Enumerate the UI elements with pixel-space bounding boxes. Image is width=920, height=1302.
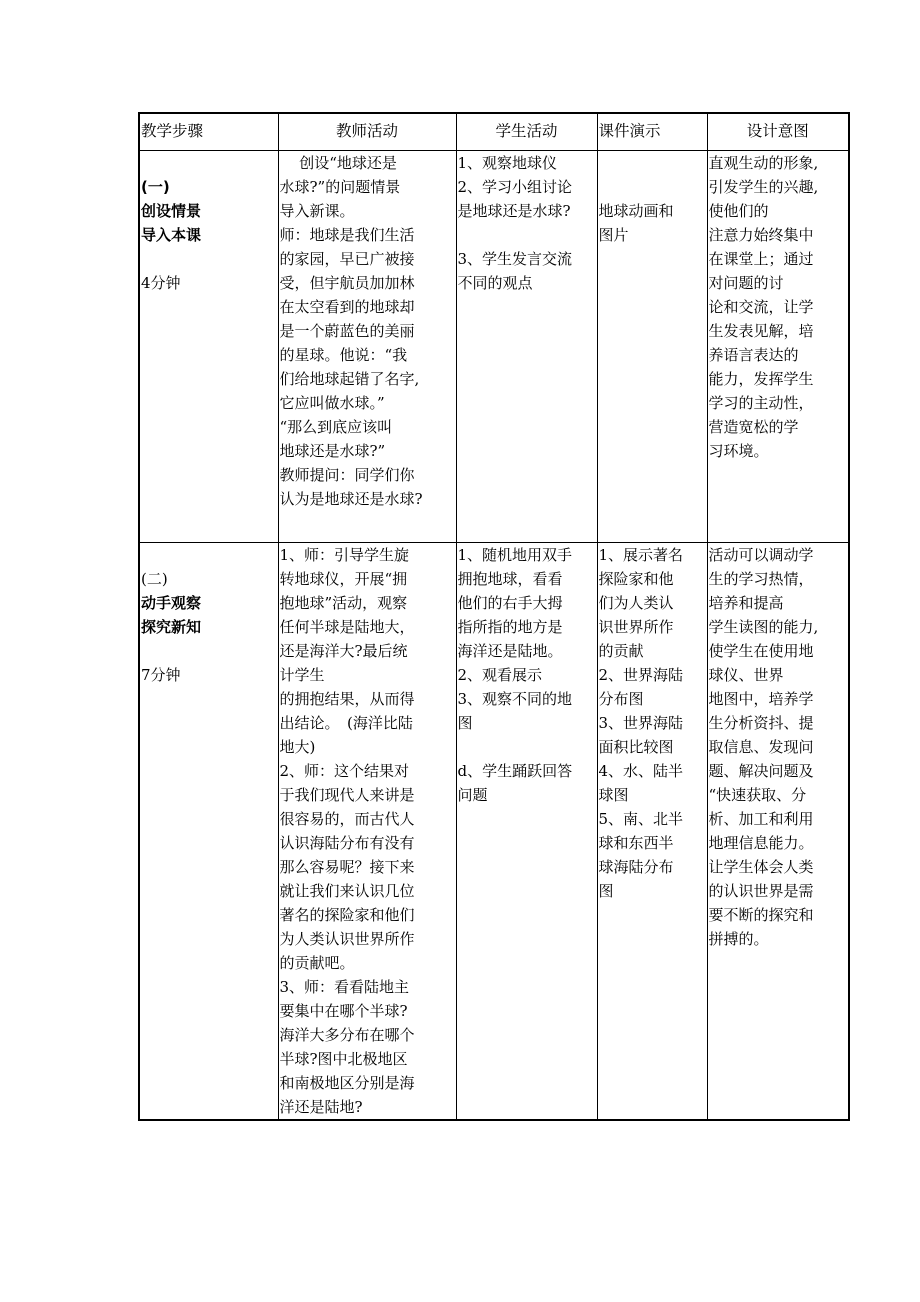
cell-text-line: 们为人类认 bbox=[598, 594, 674, 612]
cell-text-line: 要不断的探究和 bbox=[708, 906, 814, 924]
cell-text-line: 2、观看展示 bbox=[457, 666, 543, 684]
cell-text-line: 在太空看到的地球却 bbox=[279, 298, 415, 316]
cell-text-line: 半球?图中北极地区 bbox=[279, 1050, 408, 1068]
student-activity-cell bbox=[456, 151, 597, 543]
cell-text-line: 很容易的，而古代人 bbox=[279, 810, 415, 828]
cell-text-line: 地大) bbox=[279, 738, 316, 756]
cell-text-line: 面积比较图 bbox=[598, 738, 674, 756]
cell-text-line: 的星球。他说：“我 bbox=[279, 346, 408, 364]
cell-text-line: 的认识世界是需 bbox=[708, 882, 814, 900]
cell-text-line: 生的学习热情， bbox=[708, 570, 814, 588]
cell-text-line: 转地球仪，开展“拥 bbox=[279, 570, 408, 588]
cell-text-line: 洋还是陆地? bbox=[279, 1098, 363, 1116]
cell-text-line: 对问题的讨 bbox=[708, 274, 784, 292]
cell-text-line: 就让我们来认识几位 bbox=[279, 882, 415, 900]
cell-text-line: 使学生在使用地 bbox=[708, 642, 814, 660]
cell-text-line: 2、师：这个结果对 bbox=[279, 762, 410, 780]
courseware-cell bbox=[597, 151, 707, 543]
cell-text-line: 球和东西半 bbox=[598, 834, 674, 852]
cell-text-line: 使他们的 bbox=[708, 202, 769, 220]
cell-text-line: 学生读图的能力, bbox=[708, 618, 819, 636]
cell-text-line: 3、世界海陆 bbox=[598, 714, 684, 732]
table-header-row bbox=[139, 113, 849, 151]
cell-text-line: 他们的右手大拇 bbox=[457, 594, 563, 612]
cell-text-line: 和南极地区分别是海 bbox=[279, 1074, 415, 1092]
step-title-line: 探究新知 bbox=[141, 618, 202, 636]
cell-text-line bbox=[458, 735, 596, 759]
cell-text-line: 1、展示著名 bbox=[598, 546, 684, 564]
cell-text-line: 受，但宇航员加加林 bbox=[279, 274, 415, 292]
cell-text-line: 析、加工和利用 bbox=[708, 810, 814, 828]
cell-text-line: 养语言表达的 bbox=[708, 346, 799, 364]
cell-text-line: 营造宽松的学 bbox=[708, 418, 799, 436]
cell-text-line: 计学生 bbox=[279, 666, 325, 684]
header-courseware: 课件演示 bbox=[597, 113, 707, 151]
cell-text-line: 指所指的地方是 bbox=[457, 618, 563, 636]
cell-text-line: 的家园，早已广被接 bbox=[279, 250, 415, 268]
header-student: 学生活动 bbox=[456, 113, 597, 151]
student-activity-cell bbox=[456, 543, 597, 1121]
cell-text-line: 3、学生发言交流 bbox=[457, 250, 573, 268]
step-duration: 7分钟 bbox=[141, 666, 181, 684]
cell-text-line: 要集中在哪个半球? bbox=[279, 1002, 408, 1020]
cell-text-line: 海洋大多分布在哪个 bbox=[279, 1026, 415, 1044]
step-title-line: 导入本课 bbox=[141, 226, 202, 244]
cell-text-line: 在课堂上；通过 bbox=[708, 250, 814, 268]
table-row bbox=[139, 151, 849, 543]
cell-text-line: 学习的主动性， bbox=[708, 394, 814, 412]
cell-text-line: 2、世界海陆 bbox=[598, 666, 684, 684]
cell-text-line: 拼搏的。 bbox=[708, 930, 769, 948]
design-intent-cell bbox=[707, 543, 849, 1121]
cell-text-line: 球图 bbox=[598, 786, 629, 804]
cell-text-line: d、学生踊跃回答 bbox=[457, 762, 573, 780]
cell-text-line: 分布图 bbox=[598, 690, 644, 708]
cell-text-line: 活动可以调动学 bbox=[708, 546, 814, 564]
cell-text-line: 地理信息能力。 bbox=[708, 834, 814, 852]
cell-text-line: 创设“地球还是 bbox=[279, 154, 397, 172]
cell-text-line: 2、学习小组讨论 bbox=[457, 178, 573, 196]
step-title-line: 创设情景 bbox=[141, 202, 202, 220]
step-cell bbox=[139, 151, 278, 543]
cell-text-line: “快速获取、分 bbox=[708, 786, 807, 804]
cell-text-line: 取信息、发现问 bbox=[708, 738, 814, 756]
cell-text-line: 任何半球是陆地大， bbox=[279, 618, 415, 636]
cell-text-line: 们给地球起错了名字, bbox=[279, 370, 420, 388]
cell-text-line: 球海陆分布 bbox=[598, 858, 674, 876]
header-step: 教学步骤 bbox=[139, 113, 278, 151]
step-duration: 4分钟 bbox=[141, 274, 181, 292]
cell-text-line: 地球还是水球?” bbox=[279, 442, 386, 460]
cell-text-line: 识世界所作 bbox=[598, 618, 674, 636]
cell-text-line: 图 bbox=[457, 714, 473, 732]
cell-text-line: 引发学生的兴趣, bbox=[708, 178, 819, 196]
cell-text-line: 著名的探险家和他们 bbox=[279, 906, 415, 924]
cell-text-line: 习环境。 bbox=[708, 442, 769, 460]
design-intent-cell bbox=[707, 151, 849, 543]
teacher-activity-cell bbox=[278, 543, 456, 1121]
cell-text-line: 不同的观点 bbox=[457, 274, 533, 292]
cell-text-line: 问题 bbox=[457, 786, 488, 804]
cell-text-line: 教师提问：同学们你 bbox=[279, 466, 415, 484]
teacher-activity-cell bbox=[278, 151, 456, 543]
cell-text-line: 认识海陆分布有没有 bbox=[279, 834, 415, 852]
cell-text-line: 水球?”的问题情景 bbox=[279, 178, 401, 196]
cell-text-line: 导入新课。 bbox=[279, 202, 355, 220]
courseware-cell bbox=[597, 543, 707, 1121]
cell-text-line: 为人类认识世界所作 bbox=[279, 930, 415, 948]
cell-text-line: 地球动画和 bbox=[598, 202, 674, 220]
cell-text-line: 图 bbox=[598, 882, 614, 900]
cell-text-line: 出结论。 (海洋比陆 bbox=[279, 714, 413, 732]
step-title-line: 动手观察 bbox=[141, 594, 202, 612]
cell-text-line: 球仪、世界 bbox=[708, 666, 784, 684]
cell-text-line: 的贡献吧。 bbox=[279, 954, 355, 972]
cell-text-line: 海洋还是陆地。 bbox=[457, 642, 563, 660]
lesson-plan-table bbox=[138, 112, 850, 1121]
cell-text-line: 于我们现代人来讲是 bbox=[279, 786, 415, 804]
cell-text-line: 3、观察不同的地 bbox=[457, 690, 573, 708]
header-intent: 设计意图 bbox=[707, 113, 849, 151]
cell-text-line: “那么到底应该叫 bbox=[279, 418, 393, 436]
header-teacher: 教师活动 bbox=[278, 113, 456, 151]
cell-text-line: 题、解决问题及 bbox=[708, 762, 814, 780]
cell-text-line: 抱地球”活动，观察 bbox=[279, 594, 408, 612]
cell-text-line bbox=[599, 175, 706, 199]
cell-text-line: 探险家和他 bbox=[598, 570, 674, 588]
cell-text-line bbox=[458, 223, 596, 247]
cell-text-line: 地图中，培养学 bbox=[708, 690, 814, 708]
cell-text-line: 还是海洋大?最后统 bbox=[279, 642, 408, 660]
cell-text-line: 5、南、北半 bbox=[598, 810, 684, 828]
step-number: (二) bbox=[141, 570, 168, 588]
cell-text-line: 生分析资抖、提 bbox=[708, 714, 814, 732]
cell-text-line: 1、师：引导学生旋 bbox=[279, 546, 410, 564]
table-row bbox=[139, 543, 849, 1121]
cell-text-line: 那么容易呢？接下来 bbox=[279, 858, 415, 876]
cell-text-line: 师：地球是我们生活 bbox=[279, 226, 415, 244]
step-number: (一) bbox=[141, 178, 170, 196]
cell-text-line: 它应叫做水球。” bbox=[279, 394, 385, 412]
cell-text-line: 认为是地球还是水球? bbox=[279, 490, 423, 508]
step-cell bbox=[139, 543, 278, 1121]
cell-text-line: 的拥抱结果，从而得 bbox=[279, 690, 415, 708]
cell-text-line: 图片 bbox=[598, 226, 629, 244]
cell-text-line: 注意力始终集中 bbox=[708, 226, 814, 244]
cell-text-line: 论和交流，让学 bbox=[708, 298, 814, 316]
cell-text-line: 的贡献 bbox=[598, 642, 644, 660]
cell-text-line: 拥抱地球，看看 bbox=[457, 570, 563, 588]
cell-text-line: 是地球还是水球? bbox=[457, 202, 571, 220]
cell-text-line: 4、水、陆半 bbox=[598, 762, 684, 780]
cell-text-line: 能力，发挥学生 bbox=[708, 370, 814, 388]
cell-text-line: 3、师：看看陆地主 bbox=[279, 978, 410, 996]
cell-text-line: 是一个蔚蓝色的美丽 bbox=[279, 322, 415, 340]
cell-text-line bbox=[599, 151, 706, 175]
cell-text-line: 1、观察地球仪 bbox=[457, 154, 558, 172]
cell-text-line: 培养和提高 bbox=[708, 594, 784, 612]
cell-text-line: 直观生动的形象, bbox=[708, 154, 819, 172]
cell-text-line: 1、随机地用双手 bbox=[457, 546, 573, 564]
cell-text-line: 让学生体会人类 bbox=[708, 858, 814, 876]
cell-text-line: 生发表见解，培 bbox=[708, 322, 814, 340]
